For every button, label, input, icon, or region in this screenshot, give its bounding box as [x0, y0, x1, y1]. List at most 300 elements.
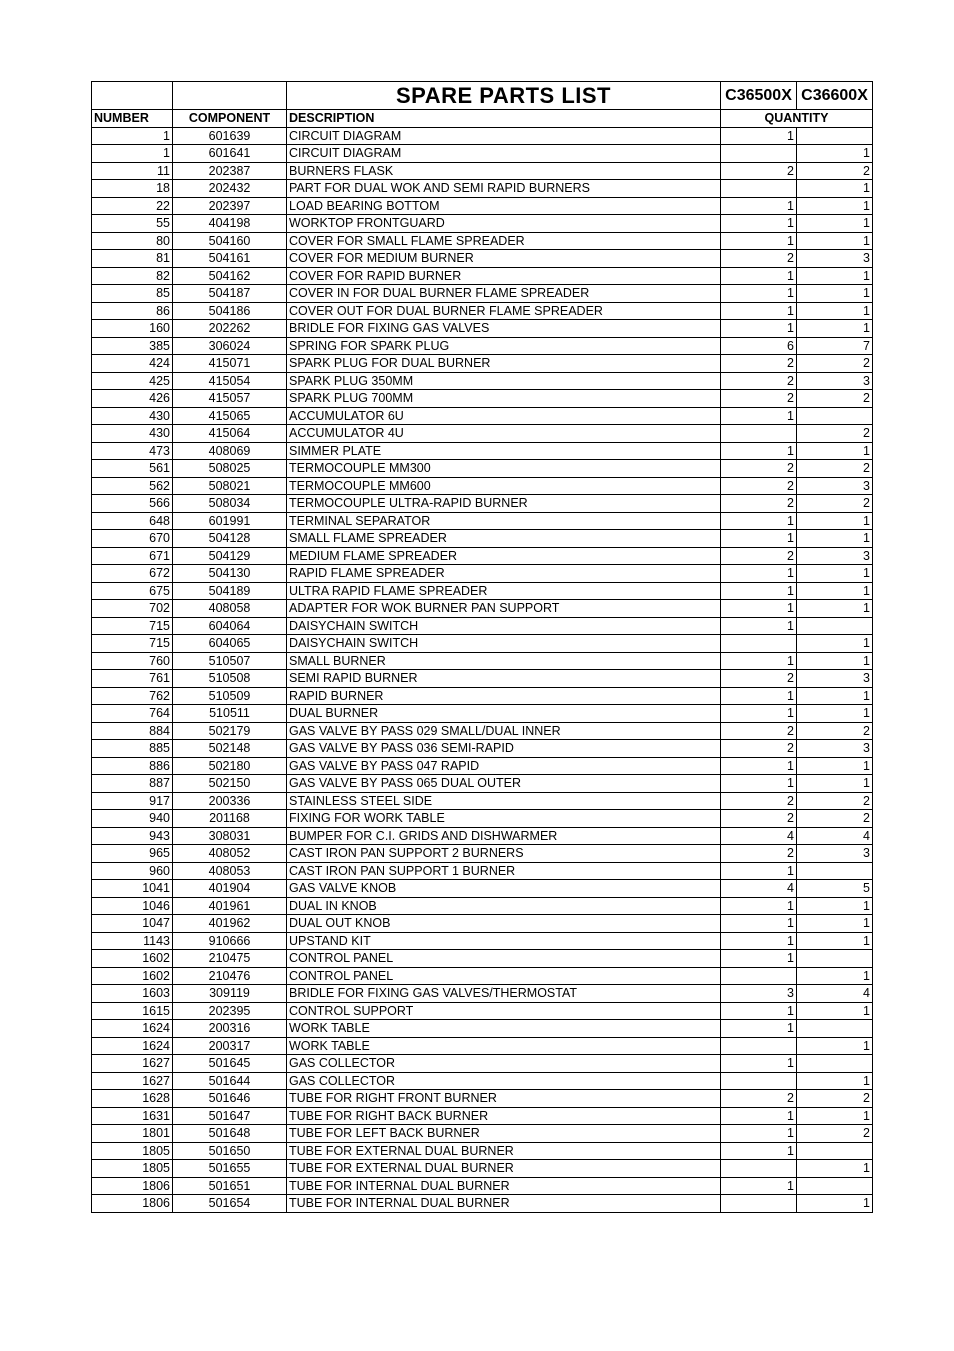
qty-model-2-cell: 1 [797, 775, 873, 793]
table-row [92, 845, 873, 863]
qty-model-1-cell: 1 [721, 705, 797, 723]
qty-model-2-cell: 3 [797, 477, 873, 495]
qty-model-2-cell: 1 [797, 1107, 873, 1125]
component-code-cell: 309119 [173, 985, 287, 1003]
component-code-cell: 501651 [173, 1177, 287, 1195]
part-number-cell: 22 [92, 197, 173, 215]
table-row [92, 705, 873, 723]
component-code-cell: 504160 [173, 232, 287, 250]
component-code-cell: 201168 [173, 810, 287, 828]
part-number-cell: 965 [92, 845, 173, 863]
component-code-cell: 501654 [173, 1195, 287, 1213]
qty-model-2-cell: 2 [797, 162, 873, 180]
qty-model-2-cell: 1 [797, 897, 873, 915]
table-row [92, 967, 873, 985]
description-cell: CONTROL PANEL [287, 967, 721, 985]
qty-model-1-cell: 2 [721, 372, 797, 390]
description-cell: WORK TABLE [287, 1020, 721, 1038]
qty-model-2-cell: 1 [797, 1002, 873, 1020]
number-header: NUMBER [92, 110, 173, 128]
part-number-cell: 761 [92, 670, 173, 688]
component-code-cell: 415064 [173, 425, 287, 443]
qty-model-1-cell: 1 [721, 862, 797, 880]
table-row [92, 670, 873, 688]
component-code-cell: 210475 [173, 950, 287, 968]
table-row [92, 1160, 873, 1178]
qty-model-2-cell: 1 [797, 267, 873, 285]
table-row [92, 1020, 873, 1038]
component-code-cell: 502180 [173, 757, 287, 775]
component-code-cell: 501650 [173, 1142, 287, 1160]
table-row [92, 302, 873, 320]
component-code-cell: 601991 [173, 512, 287, 530]
component-code-cell: 910666 [173, 932, 287, 950]
qty-model-2-cell: 2 [797, 810, 873, 828]
title-blank-cell [92, 82, 173, 110]
component-code-cell: 415071 [173, 355, 287, 373]
part-number-cell: 1624 [92, 1037, 173, 1055]
spare-parts-table [91, 81, 873, 1213]
part-number-cell: 960 [92, 862, 173, 880]
description-header: DESCRIPTION [287, 110, 721, 128]
qty-model-2-cell [797, 862, 873, 880]
part-number-cell: 1624 [92, 1020, 173, 1038]
part-number-cell: 1046 [92, 897, 173, 915]
qty-model-1-cell: 4 [721, 880, 797, 898]
description-cell: CAST IRON PAN SUPPORT 2 BURNERS [287, 845, 721, 863]
component-code-cell: 308031 [173, 827, 287, 845]
description-cell: GAS COLLECTOR [287, 1055, 721, 1073]
qty-model-2-cell: 1 [797, 512, 873, 530]
table-row [92, 985, 873, 1003]
part-number-cell: 1627 [92, 1055, 173, 1073]
part-number-cell: 1041 [92, 880, 173, 898]
table-row [92, 372, 873, 390]
qty-model-1-cell: 2 [721, 1090, 797, 1108]
component-code-cell: 502148 [173, 740, 287, 758]
part-number-cell: 160 [92, 320, 173, 338]
description-cell: GAS VALVE KNOB [287, 880, 721, 898]
qty-model-1-cell: 2 [721, 495, 797, 513]
description-cell: DUAL IN KNOB [287, 897, 721, 915]
qty-model-1-cell: 1 [721, 1107, 797, 1125]
description-cell: TUBE FOR INTERNAL DUAL BURNER [287, 1195, 721, 1213]
qty-model-1-cell: 1 [721, 950, 797, 968]
qty-model-1-cell: 2 [721, 390, 797, 408]
component-code-cell: 604064 [173, 617, 287, 635]
table-row [92, 162, 873, 180]
description-cell: COVER IN FOR DUAL BURNER FLAME SPREADER [287, 285, 721, 303]
component-code-cell: 501646 [173, 1090, 287, 1108]
table-row [92, 250, 873, 268]
qty-model-1-cell [721, 145, 797, 163]
qty-model-2-cell: 1 [797, 915, 873, 933]
qty-model-1-cell: 2 [721, 740, 797, 758]
part-number-cell: 648 [92, 512, 173, 530]
description-cell: SPARK PLUG 700MM [287, 390, 721, 408]
component-code-cell: 501645 [173, 1055, 287, 1073]
table-row [92, 810, 873, 828]
part-number-cell: 473 [92, 442, 173, 460]
part-number-cell: 80 [92, 232, 173, 250]
part-number-cell: 760 [92, 652, 173, 670]
qty-model-2-cell: 1 [797, 285, 873, 303]
qty-model-1-cell: 1 [721, 897, 797, 915]
table-row [92, 1107, 873, 1125]
description-cell: SPARK PLUG FOR DUAL BURNER [287, 355, 721, 373]
part-number-cell: 55 [92, 215, 173, 233]
qty-model-1-cell: 1 [721, 600, 797, 618]
qty-model-2-cell: 1 [797, 302, 873, 320]
part-number-cell: 385 [92, 337, 173, 355]
description-cell: DUAL OUT KNOB [287, 915, 721, 933]
table-row [92, 495, 873, 513]
part-number-cell: 672 [92, 565, 173, 583]
qty-model-2-cell: 3 [797, 547, 873, 565]
component-code-cell: 510509 [173, 687, 287, 705]
component-code-cell: 200316 [173, 1020, 287, 1038]
qty-model-2-cell: 1 [797, 215, 873, 233]
description-cell: TERMOCOUPLE MM300 [287, 460, 721, 478]
qty-model-1-cell: 2 [721, 460, 797, 478]
qty-model-2-cell: 2 [797, 722, 873, 740]
part-number-cell: 82 [92, 267, 173, 285]
table-row [92, 547, 873, 565]
table-row [92, 127, 873, 145]
component-code-cell: 404198 [173, 215, 287, 233]
qty-model-1-cell: 1 [721, 197, 797, 215]
description-cell: ACCUMULATOR 6U [287, 407, 721, 425]
table-row [92, 687, 873, 705]
component-code-cell: 401904 [173, 880, 287, 898]
component-code-cell: 502150 [173, 775, 287, 793]
table-row [92, 740, 873, 758]
qty-model-2-cell [797, 617, 873, 635]
table-row [92, 915, 873, 933]
part-number-cell: 1603 [92, 985, 173, 1003]
table-row [92, 1055, 873, 1073]
qty-model-2-cell: 1 [797, 530, 873, 548]
description-cell: WORKTOP FRONTGUARD [287, 215, 721, 233]
qty-model-2-cell: 1 [797, 582, 873, 600]
description-cell: TERMOCOUPLE MM600 [287, 477, 721, 495]
qty-model-2-cell: 1 [797, 600, 873, 618]
qty-model-2-cell: 1 [797, 1072, 873, 1090]
qty-model-2-cell: 1 [797, 232, 873, 250]
qty-model-2-cell: 1 [797, 197, 873, 215]
description-cell: SPRING FOR SPARK PLUG [287, 337, 721, 355]
component-code-cell: 508034 [173, 495, 287, 513]
qty-model-2-cell: 2 [797, 390, 873, 408]
qty-model-1-cell: 1 [721, 565, 797, 583]
qty-model-1-cell: 1 [721, 617, 797, 635]
quantity-header: QUANTITY [721, 110, 873, 128]
table-row [92, 355, 873, 373]
description-cell: STAINLESS STEEL SIDE [287, 792, 721, 810]
part-number-cell: 715 [92, 635, 173, 653]
qty-model-2-cell: 1 [797, 1037, 873, 1055]
qty-model-1-cell: 1 [721, 302, 797, 320]
description-cell: CAST IRON PAN SUPPORT 1 BURNER [287, 862, 721, 880]
part-number-cell: 885 [92, 740, 173, 758]
part-number-cell: 1806 [92, 1177, 173, 1195]
table-row [92, 1037, 873, 1055]
part-number-cell: 764 [92, 705, 173, 723]
part-number-cell: 884 [92, 722, 173, 740]
qty-model-1-cell: 1 [721, 232, 797, 250]
qty-model-2-cell: 4 [797, 985, 873, 1003]
component-code-cell: 415054 [173, 372, 287, 390]
description-cell: WORK TABLE [287, 1037, 721, 1055]
component-code-cell: 401961 [173, 897, 287, 915]
qty-model-2-cell: 1 [797, 442, 873, 460]
component-code-cell: 202262 [173, 320, 287, 338]
component-code-cell: 508025 [173, 460, 287, 478]
qty-model-1-cell [721, 1160, 797, 1178]
qty-model-1-cell: 1 [721, 407, 797, 425]
table-row [92, 1002, 873, 1020]
part-number-cell: 1801 [92, 1125, 173, 1143]
component-code-cell: 504130 [173, 565, 287, 583]
description-cell: TUBE FOR EXTERNAL DUAL BURNER [287, 1142, 721, 1160]
part-number-cell: 887 [92, 775, 173, 793]
table-row [92, 775, 873, 793]
description-cell: FIXING FOR WORK TABLE [287, 810, 721, 828]
part-number-cell: 670 [92, 530, 173, 548]
description-cell: COVER FOR MEDIUM BURNER [287, 250, 721, 268]
component-code-cell: 604065 [173, 635, 287, 653]
part-number-cell: 1628 [92, 1090, 173, 1108]
part-number-cell: 1 [92, 127, 173, 145]
qty-model-1-cell: 2 [721, 547, 797, 565]
qty-model-1-cell: 1 [721, 775, 797, 793]
table-row [92, 197, 873, 215]
qty-model-2-cell: 2 [797, 1090, 873, 1108]
component-code-cell: 210476 [173, 967, 287, 985]
description-cell: BUMPER FOR C.I. GRIDS AND DISHWARMER [287, 827, 721, 845]
table-row [92, 635, 873, 653]
description-cell: PART FOR DUAL WOK AND SEMI RAPID BURNERS [287, 180, 721, 198]
component-code-cell: 501644 [173, 1072, 287, 1090]
part-number-cell: 18 [92, 180, 173, 198]
table-row [92, 565, 873, 583]
description-cell: SPARK PLUG 350MM [287, 372, 721, 390]
description-cell: UPSTAND KIT [287, 932, 721, 950]
part-number-cell: 1805 [92, 1160, 173, 1178]
description-cell: MEDIUM FLAME SPREADER [287, 547, 721, 565]
part-number-cell: 715 [92, 617, 173, 635]
qty-model-1-cell [721, 635, 797, 653]
component-header: COMPONENT [173, 110, 287, 128]
qty-model-2-cell: 2 [797, 1125, 873, 1143]
qty-model-1-cell: 1 [721, 512, 797, 530]
table-row [92, 757, 873, 775]
qty-model-1-cell: 1 [721, 442, 797, 460]
qty-model-2-cell: 1 [797, 565, 873, 583]
qty-model-1-cell: 1 [721, 127, 797, 145]
qty-model-2-cell [797, 1020, 873, 1038]
part-number-cell: 11 [92, 162, 173, 180]
qty-model-1-cell: 2 [721, 250, 797, 268]
table-row [92, 530, 873, 548]
qty-model-2-cell: 1 [797, 320, 873, 338]
qty-model-2-cell: 7 [797, 337, 873, 355]
qty-model-2-cell [797, 1177, 873, 1195]
table-row [92, 232, 873, 250]
description-cell: GAS VALVE BY PASS 047 RAPID [287, 757, 721, 775]
component-code-cell: 601641 [173, 145, 287, 163]
component-code-cell: 601639 [173, 127, 287, 145]
table-row [92, 1177, 873, 1195]
qty-model-1-cell: 2 [721, 477, 797, 495]
component-code-cell: 510508 [173, 670, 287, 688]
part-number-cell: 671 [92, 547, 173, 565]
part-number-cell: 886 [92, 757, 173, 775]
component-code-cell: 508021 [173, 477, 287, 495]
description-cell: GAS VALVE BY PASS 029 SMALL/DUAL INNER [287, 722, 721, 740]
qty-model-2-cell: 3 [797, 372, 873, 390]
component-code-cell: 504186 [173, 302, 287, 320]
qty-model-2-cell: 2 [797, 495, 873, 513]
component-code-cell: 501647 [173, 1107, 287, 1125]
qty-model-1-cell [721, 1195, 797, 1213]
model-header-1: C36500X [721, 82, 797, 110]
qty-model-1-cell [721, 1037, 797, 1055]
qty-model-2-cell: 3 [797, 670, 873, 688]
qty-model-1-cell [721, 180, 797, 198]
qty-model-1-cell: 1 [721, 1125, 797, 1143]
description-cell: ACCUMULATOR 4U [287, 425, 721, 443]
qty-model-1-cell: 2 [721, 792, 797, 810]
qty-model-2-cell: 2 [797, 425, 873, 443]
table-row [92, 215, 873, 233]
description-cell: COVER FOR RAPID BURNER [287, 267, 721, 285]
qty-model-1-cell [721, 425, 797, 443]
table-row [92, 145, 873, 163]
part-number-cell: 1631 [92, 1107, 173, 1125]
qty-model-1-cell: 6 [721, 337, 797, 355]
table-row [92, 477, 873, 495]
description-cell: DAISYCHAIN SWITCH [287, 635, 721, 653]
qty-model-1-cell: 2 [721, 722, 797, 740]
part-number-cell: 425 [92, 372, 173, 390]
part-number-cell: 86 [92, 302, 173, 320]
component-code-cell: 510511 [173, 705, 287, 723]
description-cell: RAPID BURNER [287, 687, 721, 705]
description-cell: COVER FOR SMALL FLAME SPREADER [287, 232, 721, 250]
description-cell: SIMMER PLATE [287, 442, 721, 460]
table-row [92, 950, 873, 968]
component-code-cell: 202397 [173, 197, 287, 215]
component-code-cell: 415065 [173, 407, 287, 425]
qty-model-1-cell: 2 [721, 810, 797, 828]
component-code-cell: 502179 [173, 722, 287, 740]
qty-model-1-cell: 1 [721, 320, 797, 338]
part-number-cell: 917 [92, 792, 173, 810]
qty-model-1-cell: 1 [721, 582, 797, 600]
description-cell: GAS VALVE BY PASS 065 DUAL OUTER [287, 775, 721, 793]
qty-model-1-cell: 3 [721, 985, 797, 1003]
qty-model-2-cell: 3 [797, 845, 873, 863]
table-row [92, 407, 873, 425]
part-number-cell: 426 [92, 390, 173, 408]
qty-model-2-cell: 1 [797, 652, 873, 670]
qty-model-2-cell: 2 [797, 792, 873, 810]
table-row [92, 1072, 873, 1090]
part-number-cell: 430 [92, 425, 173, 443]
qty-model-1-cell: 1 [721, 1142, 797, 1160]
description-cell: CIRCUIT DIAGRAM [287, 127, 721, 145]
table-row [92, 600, 873, 618]
qty-model-2-cell: 2 [797, 355, 873, 373]
part-number-cell: 1047 [92, 915, 173, 933]
title-blank-cell [173, 82, 287, 110]
component-code-cell: 504128 [173, 530, 287, 548]
part-number-cell: 1602 [92, 950, 173, 968]
title-row [92, 82, 873, 110]
table-row [92, 390, 873, 408]
description-cell: ADAPTER FOR WOK BURNER PAN SUPPORT [287, 600, 721, 618]
description-cell: GAS VALVE BY PASS 036 SEMI-RAPID [287, 740, 721, 758]
qty-model-1-cell: 1 [721, 267, 797, 285]
part-number-cell: 1806 [92, 1195, 173, 1213]
component-code-cell: 408058 [173, 600, 287, 618]
description-cell: SMALL FLAME SPREADER [287, 530, 721, 548]
component-code-cell: 415057 [173, 390, 287, 408]
description-cell: SMALL BURNER [287, 652, 721, 670]
qty-model-2-cell [797, 127, 873, 145]
description-cell: TUBE FOR INTERNAL DUAL BURNER [287, 1177, 721, 1195]
component-code-cell: 401962 [173, 915, 287, 933]
model-header-2: C36600X [797, 82, 873, 110]
qty-model-1-cell: 1 [721, 652, 797, 670]
qty-model-2-cell [797, 1055, 873, 1073]
qty-model-1-cell [721, 967, 797, 985]
qty-model-2-cell: 1 [797, 1195, 873, 1213]
table-row [92, 1090, 873, 1108]
component-code-cell: 202387 [173, 162, 287, 180]
qty-model-2-cell [797, 950, 873, 968]
table-row [92, 897, 873, 915]
description-cell: DAISYCHAIN SWITCH [287, 617, 721, 635]
part-number-cell: 762 [92, 687, 173, 705]
part-number-cell: 943 [92, 827, 173, 845]
qty-model-1-cell: 2 [721, 670, 797, 688]
qty-model-2-cell: 2 [797, 460, 873, 478]
table-row [92, 425, 873, 443]
component-code-cell: 408053 [173, 862, 287, 880]
description-cell: GAS COLLECTOR [287, 1072, 721, 1090]
qty-model-2-cell [797, 407, 873, 425]
component-code-cell: 504129 [173, 547, 287, 565]
table-row [92, 285, 873, 303]
description-cell: DUAL BURNER [287, 705, 721, 723]
table-row [92, 1125, 873, 1143]
description-cell: CIRCUIT DIAGRAM [287, 145, 721, 163]
table-row [92, 827, 873, 845]
table-row [92, 792, 873, 810]
qty-model-2-cell: 1 [797, 932, 873, 950]
qty-model-2-cell: 5 [797, 880, 873, 898]
qty-model-2-cell: 4 [797, 827, 873, 845]
description-cell: TUBE FOR RIGHT BACK BURNER [287, 1107, 721, 1125]
component-code-cell: 510507 [173, 652, 287, 670]
component-code-cell: 408052 [173, 845, 287, 863]
component-code-cell: 504187 [173, 285, 287, 303]
qty-model-2-cell: 1 [797, 757, 873, 775]
qty-model-1-cell: 1 [721, 687, 797, 705]
qty-model-1-cell: 2 [721, 845, 797, 863]
